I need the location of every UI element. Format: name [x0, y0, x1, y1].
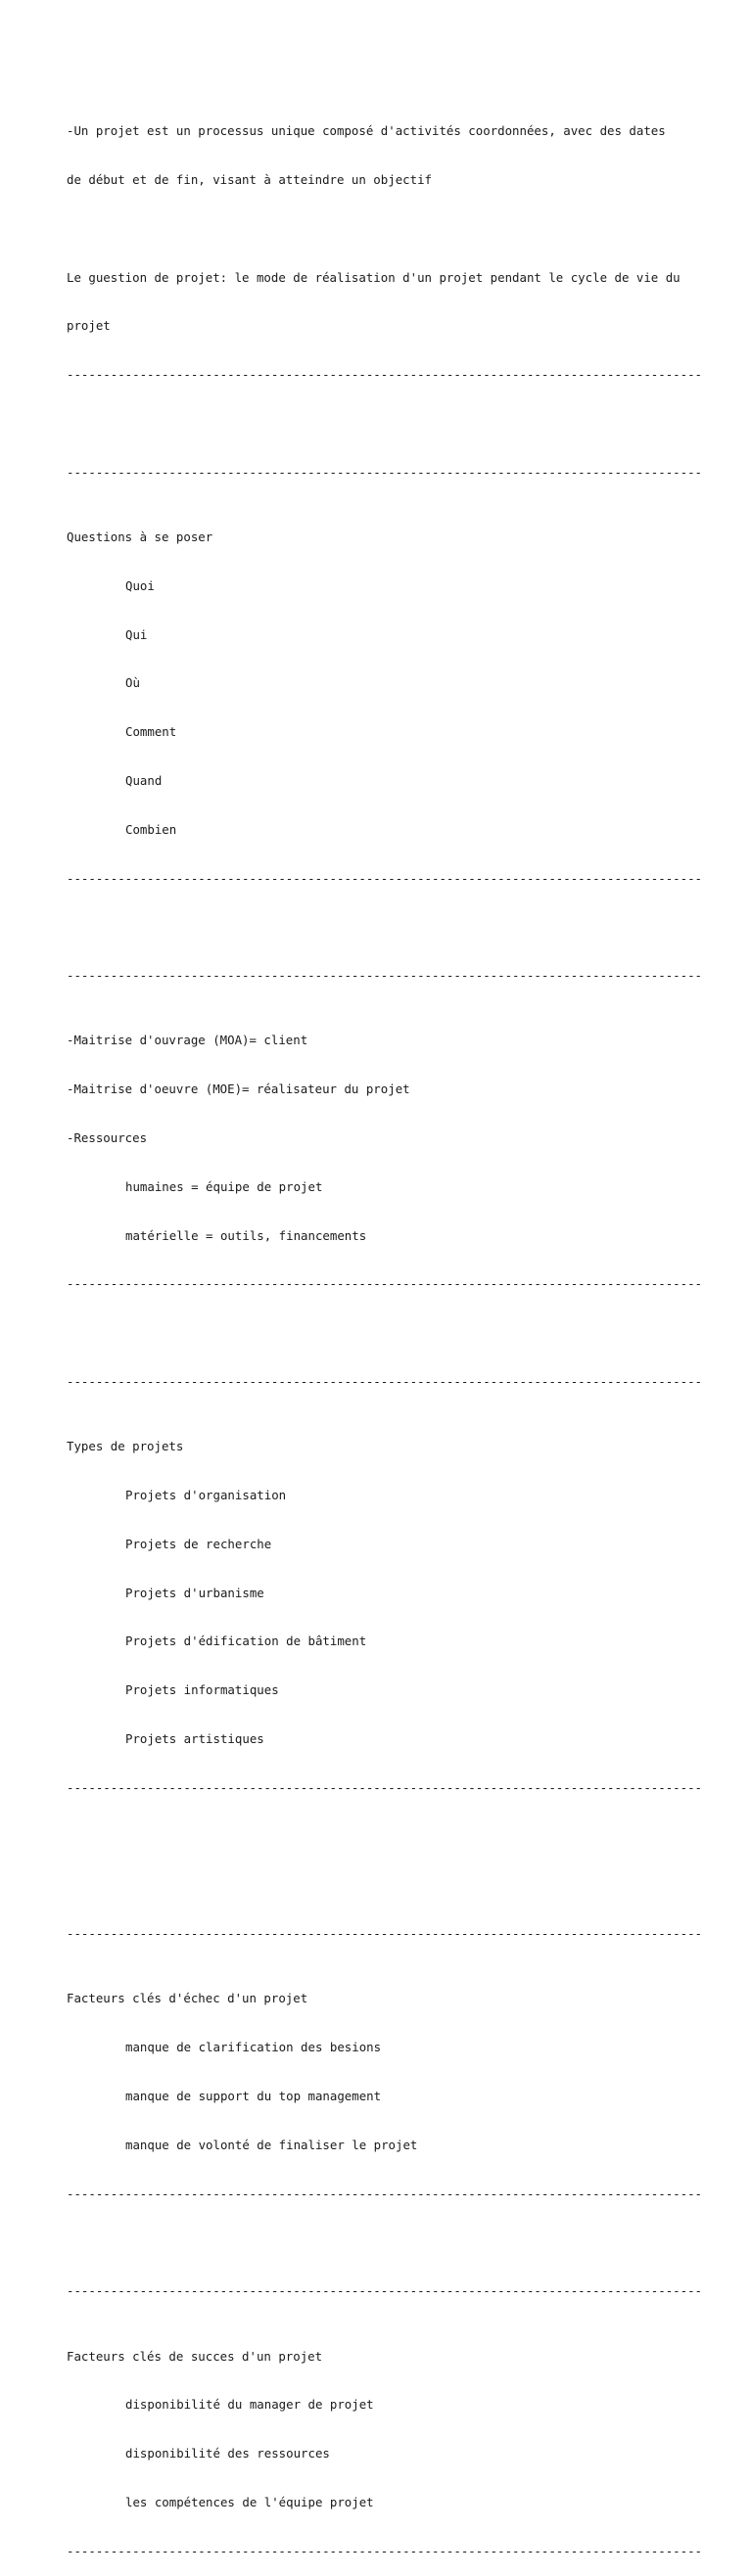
list-item: Combien: [125, 821, 177, 837]
list-item: Projets d'organisation: [125, 1488, 287, 1503]
section-heading-questions: Questions à se poser: [67, 529, 213, 545]
list-item: disponibilité des ressources: [125, 2446, 330, 2461]
list-item: Où: [125, 675, 140, 691]
list-item: matérielle = outils, financements: [125, 1227, 367, 1243]
separator-line: ---------------------------------------------------------------------------------------: [67, 2283, 703, 2299]
blank-line: [67, 221, 693, 238]
list-item: Comment: [125, 724, 177, 740]
separator-line: ---------------------------------------------------------------------------------------: [67, 1926, 703, 1942]
list-item: Quand: [125, 772, 163, 788]
blank-line: [67, 416, 693, 433]
list-item: manque de volonté de finaliser le projet: [125, 2137, 418, 2152]
separator-line: ---------------------------------------------------------------------------------------: [67, 464, 703, 480]
separator-line: ---------------------------------------------------------------------------------------: [67, 2185, 703, 2201]
blank-line: [67, 1877, 693, 1894]
intro-line-2: de début et de fin, visant à atteindre un objectif: [67, 171, 432, 187]
list-item: Projets informatiques: [125, 1682, 279, 1698]
separator-line: ---------------------------------------------------------------------------------------: [67, 367, 703, 383]
separator-line: ---------------------------------------------------------------------------------------: [67, 1373, 703, 1389]
moa-line: -Maitrise d'ouvrage (MOA)= client: [67, 1033, 308, 1048]
blank-line: [67, 1829, 693, 1846]
list-item: manque de clarification des besions: [125, 2040, 382, 2055]
resources-heading: -Ressources: [67, 1130, 148, 1145]
moe-line: -Maitrise d'oeuvre (MOE)= réalisateur du projet: [67, 1081, 410, 1097]
list-item: humaines = équipe de projet: [125, 1178, 323, 1194]
blank-line: [67, 919, 693, 936]
separator-line: ---------------------------------------------------------------------------------------: [67, 968, 703, 984]
section-heading-failure-factors: Facteurs clés d'échec d'un projet: [67, 1991, 308, 2006]
list-item: Projets d'urbanisme: [125, 1585, 264, 1600]
separator-line: ---------------------------------------------------------------------------------------: [67, 870, 703, 886]
list-item: Projets d'édification de bâtiment: [125, 1633, 367, 1649]
list-item: Quoi: [125, 577, 155, 593]
intro-line-1: -Un projet est un processus unique composé d'activités coordonnées, avec des dates: [67, 123, 666, 139]
document-page: [67, 91, 703, 2576]
list-item: les compétences de l'équipe projet: [125, 2494, 374, 2509]
blank-line: [67, 1325, 693, 1342]
definition-line-1: Le guestion de projet: le mode de réalisation d'un projet pendant le cycle de vie du: [67, 269, 681, 285]
separator-line: ---------------------------------------------------------------------------------------: [67, 1276, 703, 1292]
definition-line-2: projet: [67, 318, 111, 334]
separator-line: ---------------------------------------------------------------------------------------: [67, 2543, 703, 2558]
list-item: Projets de recherche: [125, 1536, 272, 1551]
blank-line: [67, 2234, 693, 2251]
list-item: disponibilité du manager de projet: [125, 2397, 374, 2413]
separator-line: ---------------------------------------------------------------------------------------: [67, 1779, 703, 1795]
list-item: Qui: [125, 626, 148, 642]
list-item: Projets artistiques: [125, 1730, 264, 1746]
section-heading-success-factors: Facteurs clés de succes d'un projet: [67, 2348, 323, 2364]
list-item: manque de support du top management: [125, 2089, 382, 2104]
section-heading-project-types: Types de projets: [67, 1439, 184, 1454]
